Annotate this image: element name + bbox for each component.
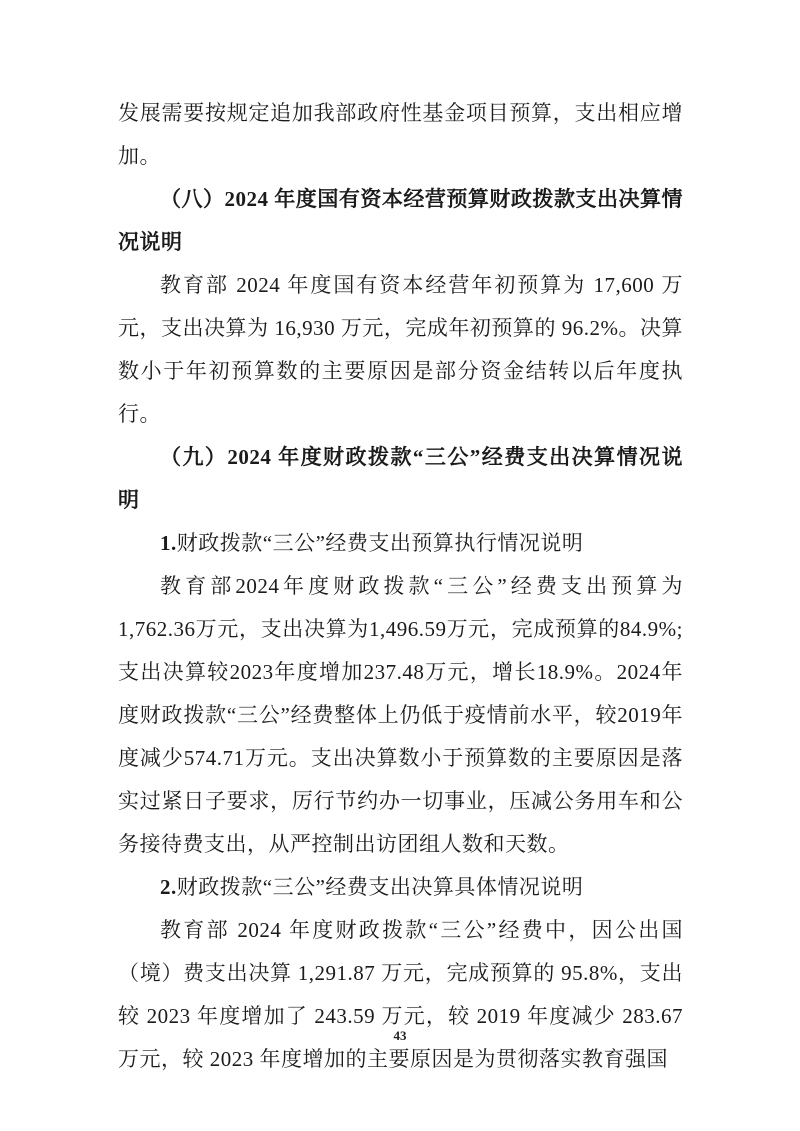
section-heading-8: （八）2024 年度国有资本经营预算财政拨款支出决算情况说明 (118, 187, 683, 254)
subheading-number: 2. (160, 875, 177, 899)
numbered-subheading-1 (118, 522, 683, 565)
paragraph-state-capital-budget: 教育部 2024 年度国有资本经营年初预算为 17,600 万元，支出决算为 16,930 万元，完成年初预算的 96.2%。决算数小于年初预算数的主要原因是部分资金结转以后年度执行。 (118, 273, 683, 426)
subheading-number: 1. (160, 531, 177, 555)
paragraph-continuation: 发展需要按规定追加我部政府性基金项目预算，支出相应增加。 (118, 101, 683, 168)
page-number: 43 (393, 1028, 407, 1043)
section-heading-9: （九）2024 年度财政拨款“三公”经费支出决算情况说明 (118, 445, 683, 512)
page-body (118, 92, 683, 1081)
paragraph-three-public-details: 教育部 2024 年度财政拨款“三公”经费中，因公出国（境）费支出决算 1,291.87 万元，完成预算的 95.8%，支出较 2023 年度增加了 243.59 万元，较 2019 年度减少 283.67 万元，较 2023 年度增加的主要原因是为贯彻落实教育强国 (118, 918, 683, 1071)
subheading-text: 财政拨款“三公”经费支出预算执行情况说明 (176, 531, 584, 555)
numbered-subheading-2 (118, 866, 683, 909)
paragraph-three-public-budget-execution: 教育部2024年度财政拨款“三公”经费支出预算为1,762.36万元，支出决算为1,496.59万元，完成预算的84.9%;支出决算较2023年度增加237.48万元，增长18.9%。2024年度财政拨款“三公”经费整体上仍低于疫情前水平，较2019年度减少574.71万元。支出决算数小于预算数的主要原因是落实过紧日子要求，厉行节约办一切事业，压减公务用车和公务接待费支出，从严控制出访团组人数和天数。 (118, 574, 683, 856)
subheading-text: 财政拨款“三公”经费支出决算具体情况说明 (176, 875, 584, 899)
